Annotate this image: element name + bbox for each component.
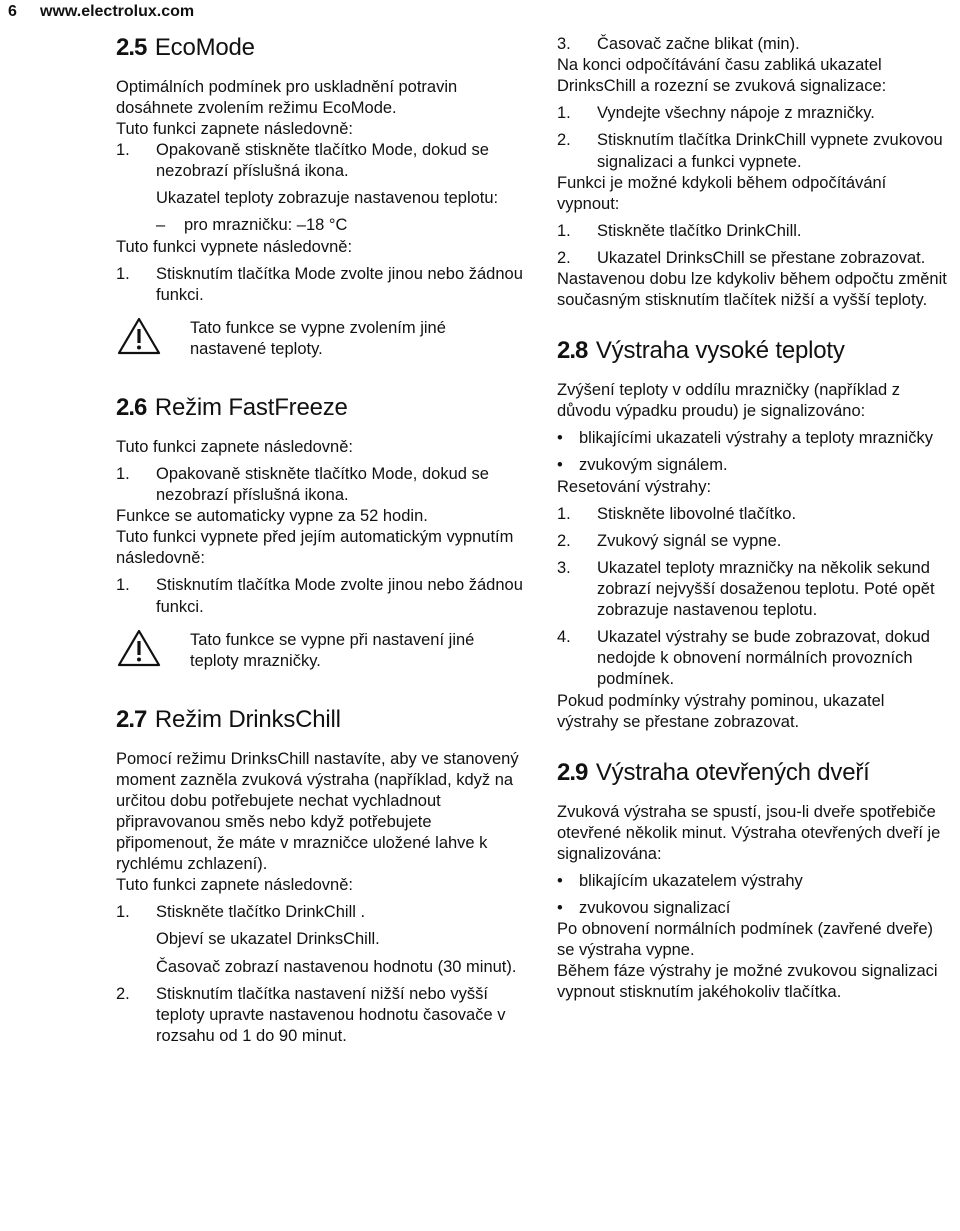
drinkschill-alarm-step-1: 1. Vyndejte všechny nápoje z mrazničky. [557, 104, 875, 123]
high-temp-step-2: 2. Zvukový signál se vypne. [557, 531, 782, 550]
door-alarm-during-text: Během fáze výstrahy je možné zvukovou signalizaci vypnout stisknutím jakéhokoliv tlačítka. [557, 962, 938, 1002]
fastfreeze-off-label: Tuto funkci vypnete před jejím automatickým vypnutím následovně: [116, 528, 514, 568]
high-temp-end-text: Pokud podmínky výstrahy pominou, ukazatel výstrahy se přestane zobrazovat. [557, 691, 885, 731]
high-temp-step-1: 1. Stiskněte libovolné tlačítko. [557, 504, 797, 523]
drinkschill-end-text: Na konci odpočítávání času zabliká ukazatel DrinksChill a rozezní se zvuková signalizace: [557, 56, 887, 96]
page-number: 6 [8, 3, 17, 20]
page-header [0, 0, 960, 26]
door-alarm-intro: Zvuková výstraha se spustí, jsou-li dveře spotřebiče otevřené několik minut. Výstraha otevřených dveří je signalizována: [557, 802, 941, 863]
drinkschill-step-3: 3. Časovač začne blikat (min). [557, 35, 800, 53]
drinkschill-step-1-note-1: Objeví se ukazatel DrinksChill. [156, 930, 380, 949]
fastfreeze-warning: Tato funkce se vypne při nastavení jiné teploty mrazničky. [116, 628, 524, 674]
fastfreeze-auto-off: Funkce se automaticky vypne za 52 hodin. [116, 507, 428, 526]
section-2-9-heading: 2.9 Výstraha otevřených dveří [557, 758, 870, 786]
drinkschill-step-1: 1. Stiskněte tlačítko DrinkChill . [116, 903, 366, 922]
left-column [116, 34, 524, 1047]
section-2-8-heading: 2.8 Výstraha vysoké teploty [557, 337, 845, 365]
ecomode-warning: Tato funkce se vypne zvolením jiné nastavené teploty. [116, 316, 524, 362]
door-alarm-bullet-2: • zvukovou signalizací [557, 898, 731, 917]
drinkschill-cancel-step-1: 1. Stiskněte tlačítko DrinkChill. [557, 221, 802, 240]
drinkschill-change-text: Nastavenou dobu lze kdykoliv během odpočtu změnit současným stisknutím tlačítek nižší a vyšší teploty. [557, 270, 947, 310]
ecomode-on-label: Tuto funkci zapnete následovně: [116, 120, 353, 139]
warning-icon [116, 316, 190, 362]
ecomode-intro: Optimálních podmínek pro uskladnění potravin dosáhnete zvolením režimu EcoMode. [116, 77, 458, 117]
ecomode-temperature-item: – pro mrazničku: –18 °C [156, 216, 348, 235]
fastfreeze-step-1: 1. Opakovaně stiskněte tlačítko Mode, dokud se nezobrazí příslušná ikona. [116, 464, 489, 505]
high-temp-step-4: 4. Ukazatel výstrahy se bude zobrazovat, dokud nedojde k obnovení normálních provozních podmínek. [557, 628, 930, 689]
drinkschill-on-label: Tuto funkci zapnete následovně: [116, 876, 353, 895]
right-column [557, 34, 949, 1004]
high-temp-bullet-2: • zvukovým signálem. [557, 456, 728, 475]
drinkschill-alarm-step-2: 2. Stisknutím tlačítka DrinkChill vypnete zvukovou signalizaci a funkci vypnete. [557, 131, 943, 171]
ecomode-off-label: Tuto funkci vypnete následovně: [116, 237, 353, 256]
fastfreeze-on-label: Tuto funkci zapnete následovně: [116, 437, 353, 456]
high-temp-step-3: 3. Ukazatel teploty mrazničky na několik sekund zobrazí nejvyšší dosaženou teplotu. Poté opět zobrazuje nastavenou teplotu. [557, 558, 935, 620]
drinkschill-step-1-note-2: Časovač zobrazí nastavenou hodnotu (30 minut). [156, 957, 517, 976]
drinkschill-anytime-text: Funkci je možné kdykoli během odpočítávání vypnout: [557, 173, 887, 213]
warning-icon [116, 628, 190, 674]
drinkschill-step-2: 2. Stisknutím tlačítka nastavení nižší nebo vyšší teploty upravte nastavenou hodnotu časovače v rozsahu od 1 do 90 minut. [116, 984, 506, 1045]
ecomode-step-1: 1. Opakovaně stiskněte tlačítko Mode, dokud se nezobrazí příslušná ikona. [116, 141, 489, 181]
ecomode-step-1-note: Ukazatel teploty zobrazuje nastavenou teplotu: [156, 189, 499, 208]
high-temp-bullet-1: • blikajícími ukazateli výstrahy a teploty mrazničky [557, 429, 933, 448]
door-alarm-bullet-1: • blikajícím ukazatelem výstrahy [557, 871, 803, 890]
drinkschill-intro: Pomocí režimu DrinksChill nastavíte, aby ve stanovený moment zazněla zvuková výstraha (například, když na určitou dobu potřebujete nechat vychladnout připravovanou směs nebo když potřebujete připomenout, že máte v mrazničce uložené lahve k rychlému zchlazení). [116, 749, 519, 874]
door-alarm-restore-text: Po obnovení normálních podmínek (zavřené dveře) se výstraha vypne. [557, 920, 934, 960]
section-2-5-heading: 2.5 EcoMode [116, 34, 255, 61]
drinkschill-cancel-step-2: 2. Ukazatel DrinksChill se přestane zobrazovat. [557, 248, 926, 267]
section-2-7-heading: 2.7 Režim DrinksChill [116, 705, 341, 733]
website-url: www.electrolux.com [40, 3, 195, 20]
ecomode-off-step-1: 1. Stisknutím tlačítka Mode zvolte jinou nebo žádnou funkci. [116, 264, 523, 304]
section-2-6-heading: 2.6 Režim FastFreeze [116, 394, 348, 421]
fastfreeze-off-step-1: 1. Stisknutím tlačítka Mode zvolte jinou nebo žádnou funkci. [116, 576, 523, 616]
high-temp-reset-label: Resetování výstrahy: [557, 477, 712, 496]
high-temp-intro: Zvýšení teploty v oddílu mrazničky (například z důvodu výpadku proudu) je signalizováno: [557, 381, 900, 421]
